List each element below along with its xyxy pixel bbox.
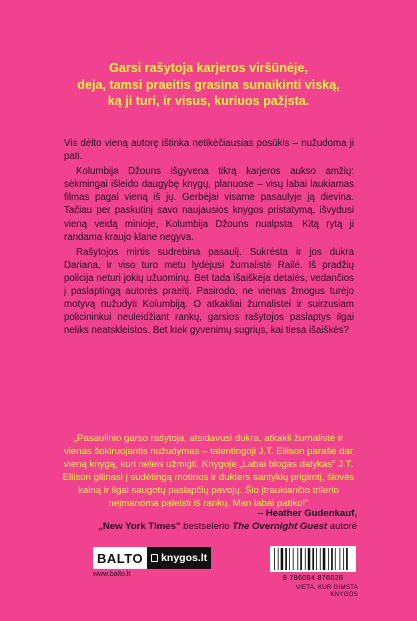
knygos-logo-text: knygos.lt [161,552,208,564]
review-tail: autorė [327,521,357,532]
publisher-slogan: VIETA, KUR GIMSTA KNYGOS [295,584,358,598]
synopsis-paragraph: Kolumbija Džouns išgyvena tikrą karjeros aukso amžių: sėkmingai išleido daugybę knygų, planuose – visų labai laukiamas filmas pagal vieną iš jų. Gerbėjai visame pasaulyje ją dievina. Tačiau per paskutinį savo naujausios knygos pristatymą, išvydusi vieną veidą minioje, Kolumbija Džouns nualpsta. Kitą rytą ji randama kraujo klane negyva. [64,166,354,243]
logo-row [93,547,211,569]
tagline [0,60,417,110]
knygos-logo [147,547,211,569]
publisher-logos [93,547,211,578]
review-author: – Heather Gudenkauf, [257,508,357,519]
synopsis [64,137,354,339]
barcode-graphic [270,546,356,572]
review-mid: bestselerio [180,521,233,532]
synopsis-paragraph: Vis dėlto vieną autorę ištinka netikėčiausias posūkis – nužudoma ji pati. [64,138,354,163]
review-attribution [60,507,357,533]
review-book-title: The Overnight Guest [232,521,328,532]
synopsis-paragraph: Rašytojos mirtis sudrebina pasaulį. Sukrėsta ir jos dukra Dariana, ir viso turo metu lydėjusi žurnalistė Railė. Iš pradžių policija neturi jokių užuominų. Bet tada išaiškėja detalės, vedančios į paslaptingą autorės praeitį. Pasirodo, ne vienas žmogus turėjo motyvą nužudyti Kolumbiją. O atkakliai žurnalistei ir suirzusiam policininkui neuleidžiant rankų, garsios rašytojos paslaptys ilgai neliks neatskleistos. Bet kiek gyvenimų sugriųs, kai tiesa išaiškės? [64,246,354,337]
tagline-line: ką ji turi, ir visus, kuriuos pažįsta. [107,94,310,108]
isbn-barcode [270,546,356,582]
barcode-icon [270,546,356,572]
tagline-line: deja, tamsi praeitis grasina sunaikinti viską, [77,77,340,92]
barcode-number: 9 786094 876028 [282,573,344,582]
balto-logo: BALTO [93,547,147,569]
publisher-url: www.balto.lt [93,571,131,578]
review-outlet: „New York Times" [98,521,181,532]
review-source [60,520,357,533]
tagline-line: Garsi rašytoja karjeros viršūnėje, [109,61,308,75]
book-icon [151,554,158,562]
review-quote: „Pasaulinio garso rašytoja, atsidavusi dukra, atkakli žurnalistė ir vienas šokiruojantis nužudymas – talentingoji J.T. Ellison parašė dar vieną knygą, kuri neleis užmigti. Knygoje „Labai blogas dalykas" J.T. Ellison gilinasi į sudėtingą motinos ir dukters santykių prigimtį, šlovės kainą ir ilgai saugotų paslapčių pavojų. Šio įtraukiančio trilerio neįmanoma paleisti iš rankų. Man labai patiko!" [62,433,355,509]
